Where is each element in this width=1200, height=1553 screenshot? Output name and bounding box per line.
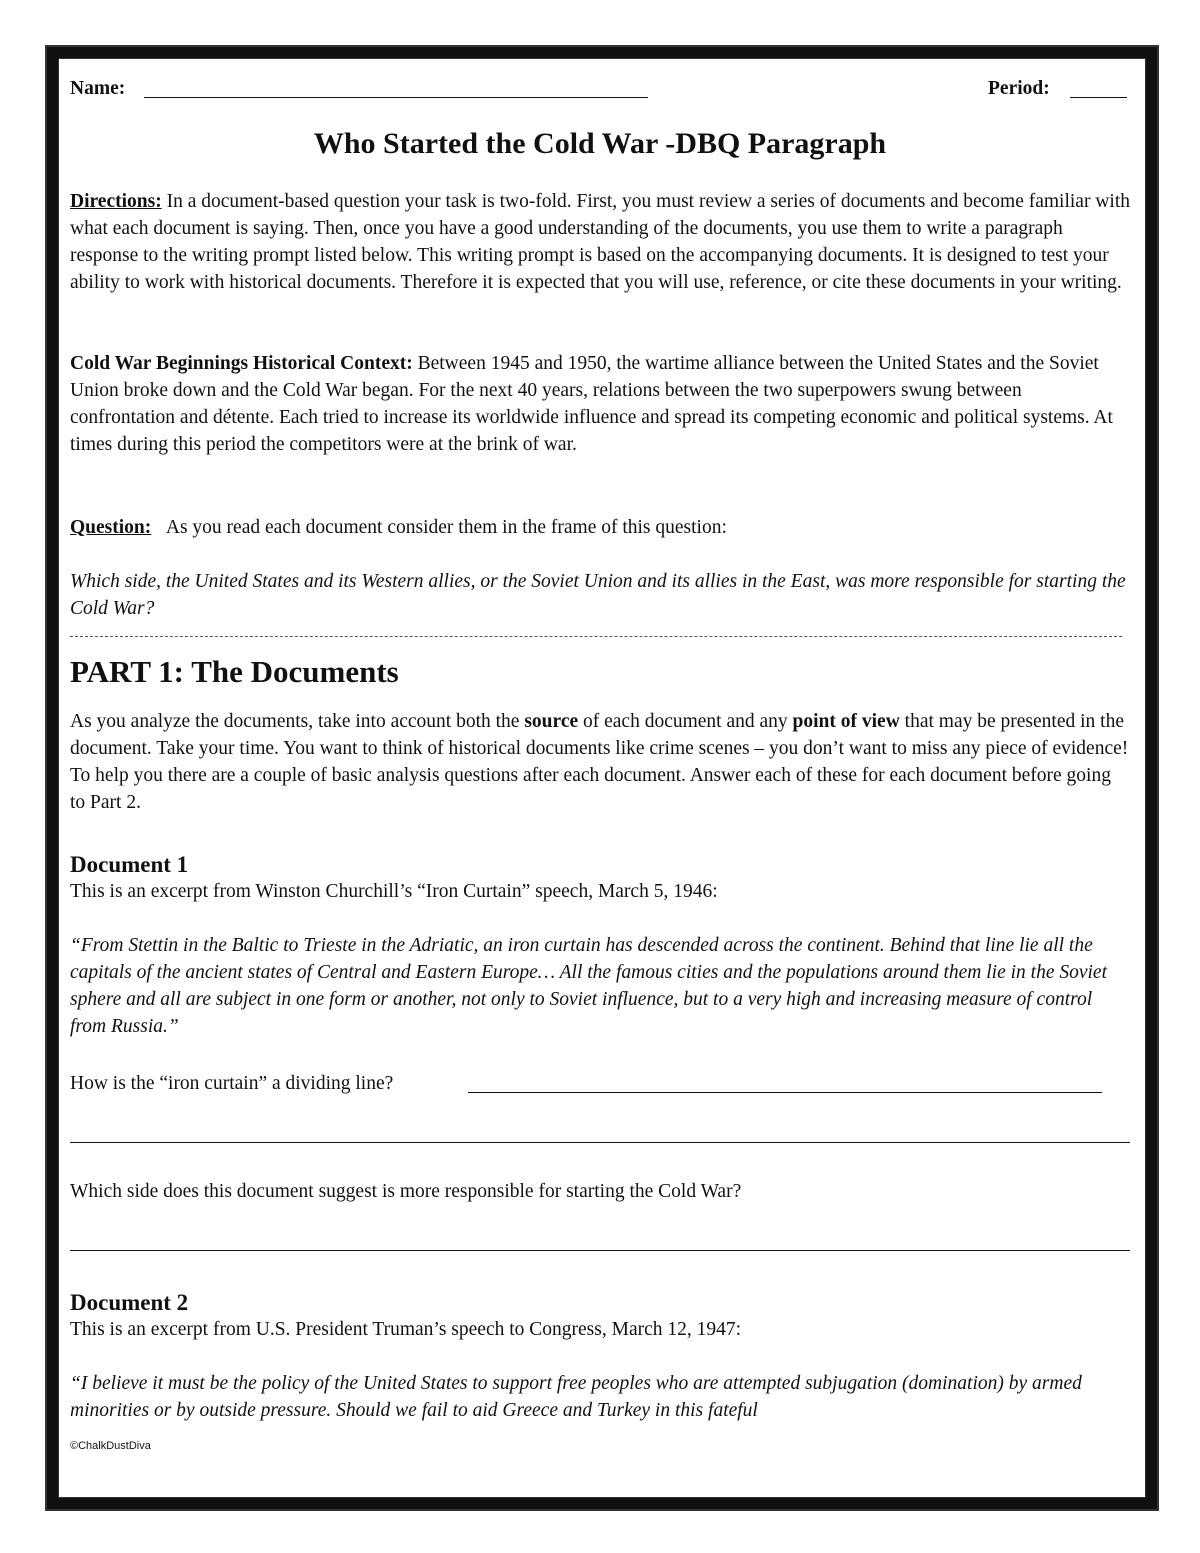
directions-text: In a document-based question your task is two-fold. First, you must review a series of documents and become familiar with what each document is saying. Then, once you have a good understanding of the documents, you use them to write a paragraph response to the writing prompt listed below. This writing prompt is based on the accompanying documents. It is designed to test your ability to work with historical documents. Therefore it is expected that you will use, reference, or cite these documents in your writing. bbox=[70, 191, 1130, 293]
question-text: As you read each document consider them in the frame of this question: bbox=[165, 517, 727, 538]
doc1-quote: “From Stettin in the Baltic to Trieste in the Adriatic, an iron curtain has descended across the continent. Behind that line lie all the capitals of the ancient states of Central and Eastern Europe… All the famous cities and the populations around them lie in the Soviet sphere and all are subject in one form or another, not only to Soviet influence, but to a very high and increasing measure of control from Russia.” bbox=[70, 935, 1108, 1037]
context-label: Cold War Beginnings Historical Context: bbox=[70, 353, 413, 374]
part1-heading: PART 1: The Documents bbox=[70, 654, 399, 689]
doc2-heading: Document 2 bbox=[70, 1290, 189, 1315]
directions-paragraph bbox=[70, 188, 1130, 296]
context-text: Between 1945 and 1950, the wartime alliance between the United States and the Soviet Union broke down and the Cold War began. For the next 40 years, relations between the two superpowers swung between confrontation and détente. Each tried to increase its worldwide influence and spread its competing economic and political systems. At times during this period the competitors were at the brink of war. bbox=[70, 353, 1113, 455]
doc1-answer-1a[interactable] bbox=[468, 1074, 1102, 1093]
period-field[interactable] bbox=[1070, 79, 1127, 98]
part1-intro-a: As you analyze the documents, take into account both the bbox=[70, 711, 520, 732]
period-label: Period: bbox=[988, 78, 1050, 99]
header-row bbox=[70, 75, 1130, 101]
name-label: Name: bbox=[70, 78, 126, 99]
doc1-answer-2[interactable] bbox=[70, 1250, 1130, 1251]
doc1-answer-1b[interactable] bbox=[70, 1142, 1130, 1143]
name-field[interactable] bbox=[144, 79, 648, 98]
footer-copyright: ©ChalkDustDiva bbox=[70, 1440, 151, 1452]
question-prompt: Which side, the United States and its Western allies, or the Soviet Union and its allies in the East, was more responsible for starting the Cold War? bbox=[70, 571, 1126, 619]
part1-intro-source: source bbox=[524, 711, 579, 732]
section-divider bbox=[70, 636, 1122, 637]
part1-intro-b: of each document and any bbox=[583, 711, 788, 732]
question-line bbox=[70, 514, 1130, 541]
part1-intro bbox=[70, 708, 1130, 816]
directions-label: Directions: bbox=[70, 191, 162, 212]
doc2-quote: “I believe it must be the policy of the United States to support free peoples who are attempted subjugation (domination) by armed minorities or by outside pressure. Should we fail to aid Greece and Turkey in this fateful bbox=[70, 1373, 1082, 1421]
context-paragraph bbox=[70, 350, 1130, 458]
part1-intro-c: that may be presented in the document. Take your time. You want to think of historical documents like crime scenes – you don’t want to miss any piece of evidence! To help you there are a couple of basic analysis questions after each document. Answer each of these for each document before going to Part 2. bbox=[70, 711, 1129, 813]
doc1-question-1: How is the “iron curtain” a dividing line? bbox=[70, 1073, 394, 1094]
doc2-source: This is an excerpt from U.S. President Truman’s speech to Congress, March 12, 1947: bbox=[70, 1319, 742, 1340]
doc1-source: This is an excerpt from Winston Churchill’s “Iron Curtain” speech, March 5, 1946: bbox=[70, 881, 718, 902]
question-label: Question: bbox=[70, 517, 152, 538]
doc1-question-2: Which side does this document suggest is more responsible for starting the Cold War? bbox=[70, 1181, 742, 1202]
part1-intro-pov: point of view bbox=[792, 711, 900, 732]
doc1-heading: Document 1 bbox=[70, 852, 189, 877]
page-title: Who Started the Cold War -DBQ Paragraph bbox=[313, 127, 887, 160]
